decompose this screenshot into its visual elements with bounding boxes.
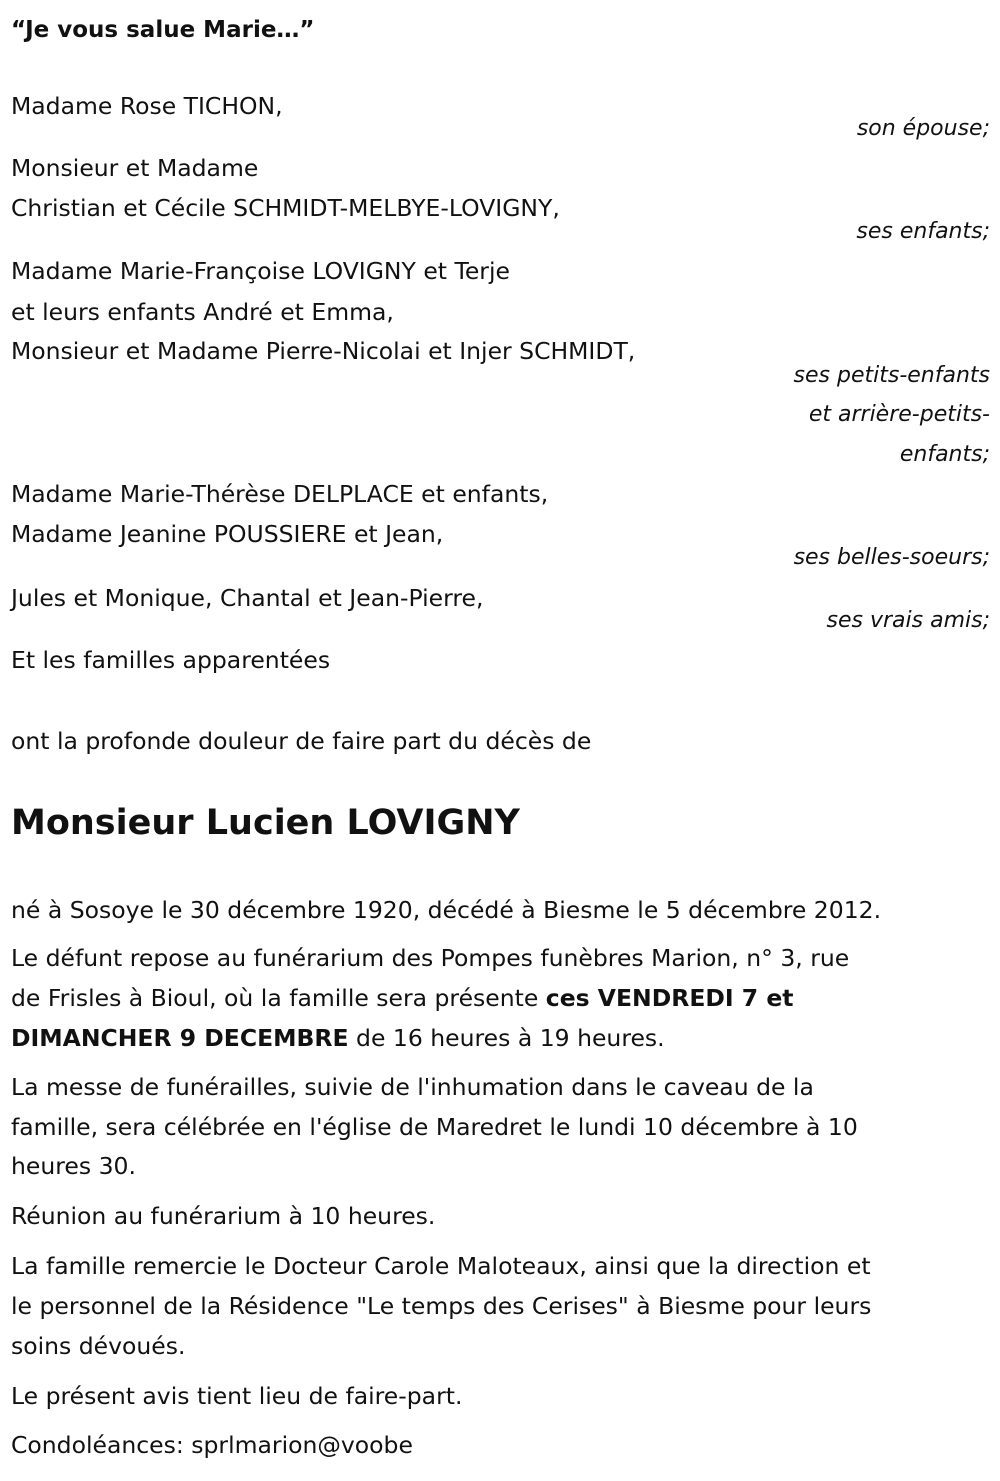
family-line: et leurs enfants André et Emma,: [11, 298, 394, 326]
visitation-text: [11, 1018, 665, 1058]
visitation-text: Le défunt repose au funérarium des Pompes funèbres Marion, n° 3, rue: [11, 944, 850, 972]
family-role: ses petits-enfants: [793, 363, 990, 388]
visitation-hours: de 16 heures à 19 heures.: [348, 1024, 665, 1052]
family-line: Jules et Monique, Chantal et Jean-Pierre,: [11, 584, 484, 612]
notice-text: Le présent avis tient lieu de faire-part.: [11, 1382, 463, 1410]
mass-text: La messe de funérailles, suivie de l'inhumation dans le caveau de la: [11, 1073, 814, 1101]
meeting-text: Réunion au funérarium à 10 heures.: [11, 1202, 436, 1230]
visitation-dates: DIMANCHER 9 DECEMBRE: [11, 1024, 349, 1052]
family-role: ses vrais amis;: [826, 608, 990, 633]
visitation-text: [11, 978, 794, 1018]
birth-death: né à Sosoye le 30 décembre 1920, décédé à Biesme le 5 décembre 2012.: [11, 896, 882, 924]
family-line: Monsieur et Madame Pierre-Nicolai et Injer SCHMIDT,: [11, 337, 636, 365]
family-role: enfants;: [899, 442, 990, 467]
thanks-text: le personnel de la Résidence "Le temps des Cerises" à Biesme pour leurs: [11, 1292, 872, 1320]
condolences-text: Condoléances: sprlmarion@voobe: [11, 1431, 413, 1459]
family-role: son épouse;: [856, 116, 990, 141]
thanks-text: La famille remercie le Docteur Carole Maloteaux, ainsi que la direction et: [11, 1252, 871, 1280]
visitation-text-part: de Frisles à Bioul, où la famille sera présente: [11, 984, 546, 1012]
mass-text: heures 30.: [11, 1152, 136, 1180]
family-line: Madame Marie-Françoise LOVIGNY et Terje: [11, 257, 510, 285]
family-role: ses belles-soeurs;: [793, 545, 990, 570]
family-line: Et les familles apparentées: [11, 646, 331, 674]
family-line: Christian et Cécile SCHMIDT-MELBYE-LOVIGNY,: [11, 194, 560, 222]
family-line: Madame Marie-Thérèse DELPLACE et enfants,: [11, 480, 549, 508]
family-role: ses enfants;: [856, 219, 990, 244]
family-line: Madame Rose TICHON,: [11, 92, 283, 120]
mass-text: famille, sera célébrée en l'église de Maredret le lundi 10 décembre à 10: [11, 1113, 858, 1141]
visitation-dates: ces VENDREDI 7 et: [545, 984, 794, 1012]
family-role: et arrière-petits-: [808, 402, 990, 427]
title: “Je vous salue Marie…”: [11, 17, 315, 43]
deceased-name: Monsieur Lucien LOVIGNY: [11, 803, 520, 843]
thanks-text: soins dévoués.: [11, 1332, 186, 1360]
family-line: Monsieur et Madame: [11, 154, 259, 182]
announcement: ont la profonde douleur de faire part du décès de: [11, 727, 592, 755]
family-line: Madame Jeanine POUSSIERE et Jean,: [11, 520, 444, 548]
